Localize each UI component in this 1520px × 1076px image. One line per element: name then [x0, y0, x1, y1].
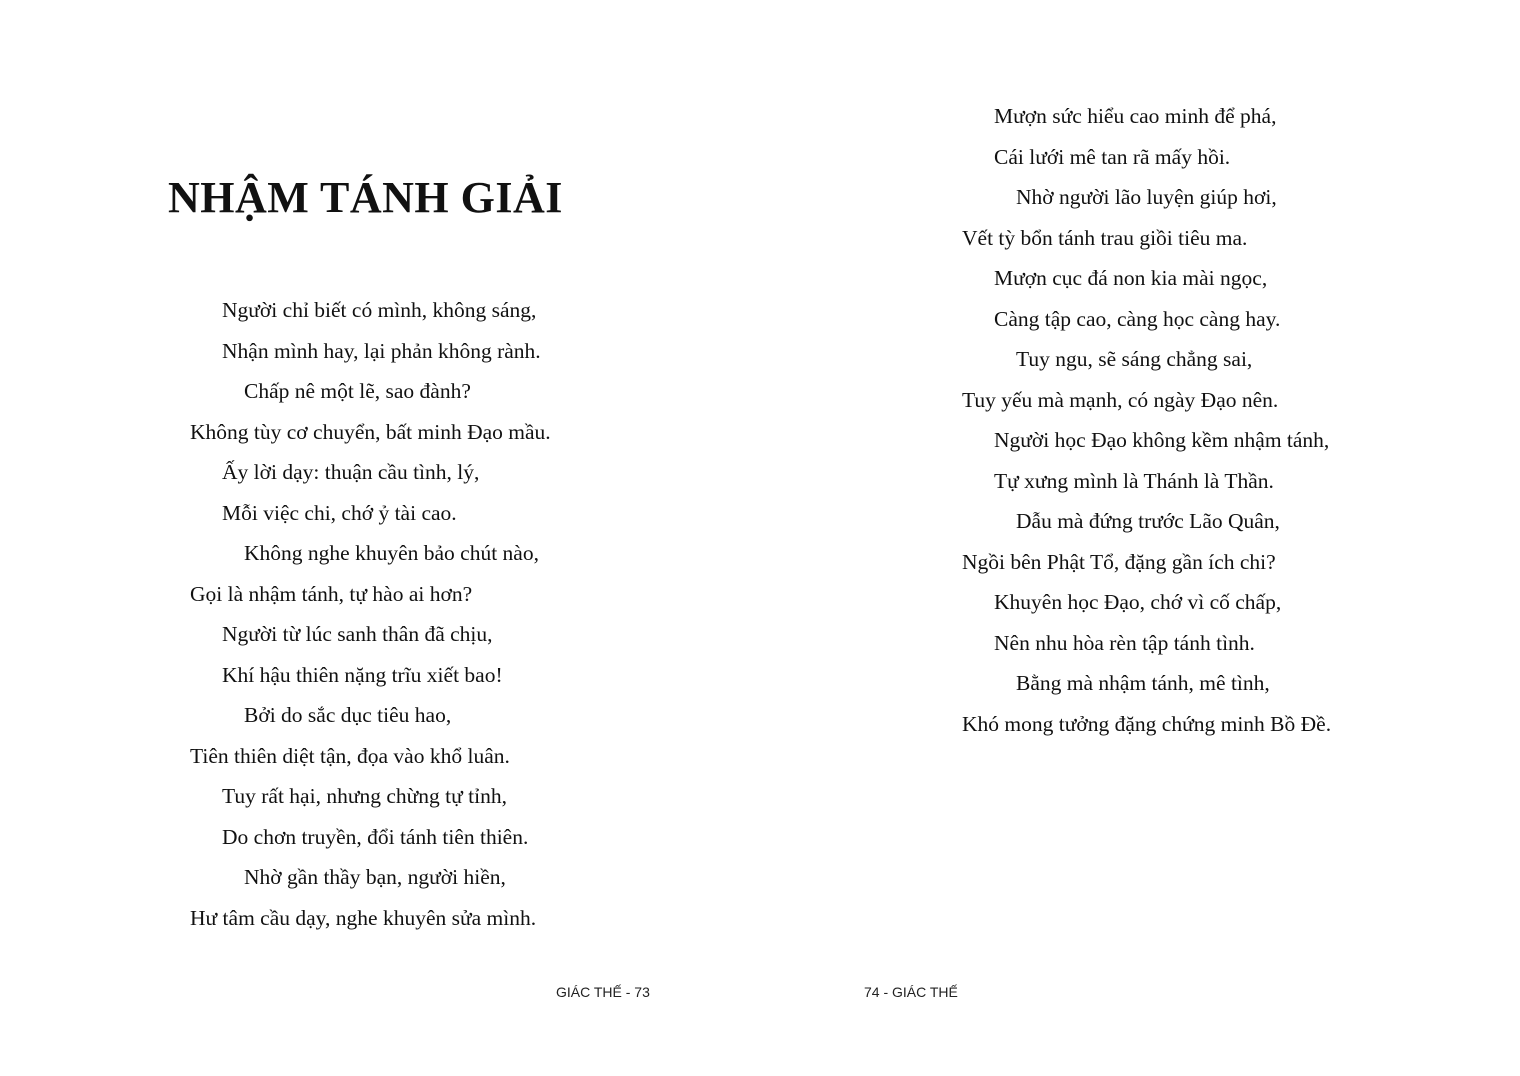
poem-line: Nhờ gần thầy bạn, người hiền,	[244, 865, 506, 889]
poem-line: Mượn sức hiểu cao minh để phá,	[994, 104, 1277, 128]
poem-right	[962, 102, 1331, 750]
poem-line: Không nghe khuyên bảo chút nào,	[244, 541, 539, 565]
poem-line: Tuy ngu, sẽ sáng chẳng sai,	[1016, 347, 1253, 371]
poem-line: Khó mong tưởng đặng chứng minh Bồ Đề.	[962, 711, 1332, 736]
poem-left	[190, 296, 551, 944]
poem-line: Do chơn truyền, đổi tánh tiên thiên.	[222, 824, 529, 849]
poem-line: Gọi là nhậm tánh, tự hào ai hơn?	[190, 581, 473, 606]
poem-line: Khí hậu thiên nặng trĩu xiết bao!	[222, 662, 503, 687]
poem-line: Chấp nê một lẽ, sao đành?	[244, 379, 471, 403]
poem-line: Tự xưng mình là Thánh là Thần.	[994, 468, 1274, 493]
poem-line: Dẫu mà đứng trước Lão Quân,	[1016, 509, 1280, 533]
poem-line: Tuy rất hại, nhưng chừng tự tỉnh,	[222, 784, 507, 808]
poem-line: Người chỉ biết có mình, không sáng,	[222, 298, 537, 322]
poem-line: Vết tỳ bổn tánh trau giồi tiêu ma.	[962, 225, 1248, 250]
poem-line: Người học Đạo không kềm nhậm tánh,	[994, 428, 1330, 452]
poem-line: Tiên thiên diệt tận, đọa vào khổ luân.	[190, 743, 510, 768]
poem-line: Người từ lúc sanh thân đã chịu,	[222, 622, 493, 646]
poem-line: Khuyên học Đạo, chớ vì cố chấp,	[994, 590, 1282, 614]
poem-line: Hư tâm cầu dạy, nghe khuyên sửa mình.	[190, 905, 537, 930]
poem-line: Tuy yếu mà mạnh, có ngày Đạo nên.	[962, 387, 1279, 412]
poem-line: Cái lưới mê tan rã mấy hồi.	[994, 144, 1231, 169]
poem-line: Bởi do sắc dục tiêu hao,	[244, 703, 452, 727]
poem-line: Mượn cục đá non kia mài ngọc,	[994, 266, 1268, 290]
poem-line: Không tùy cơ chuyển, bất minh Đạo mầu.	[190, 419, 551, 444]
poem-line: Nhận mình hay, lại phản không rành.	[222, 338, 541, 363]
poem-line: Nên nhu hòa rèn tập tánh tình.	[994, 630, 1255, 655]
poem-line: Bằng mà nhậm tánh, mê tình,	[1016, 671, 1270, 695]
poem-title: NHẬM TÁNH GIẢI	[168, 173, 563, 222]
page-number-left: GIÁC THẾ - 73	[556, 984, 650, 1000]
poem-line: Nhờ người lão luyện giúp hơi,	[1016, 185, 1277, 209]
poem-line: Càng tập cao, càng học càng hay.	[994, 306, 1281, 331]
poem-line: Mỗi việc chi, chớ ỷ tài cao.	[222, 500, 457, 525]
poem-line: Ngồi bên Phật Tổ, đặng gần ích chi?	[962, 549, 1276, 574]
page-number-right: 74 - GIÁC THẾ	[864, 984, 958, 1000]
right-page	[760, 0, 1520, 1076]
poem-line: Ấy lời dạy: thuận cầu tình, lý,	[222, 460, 480, 484]
